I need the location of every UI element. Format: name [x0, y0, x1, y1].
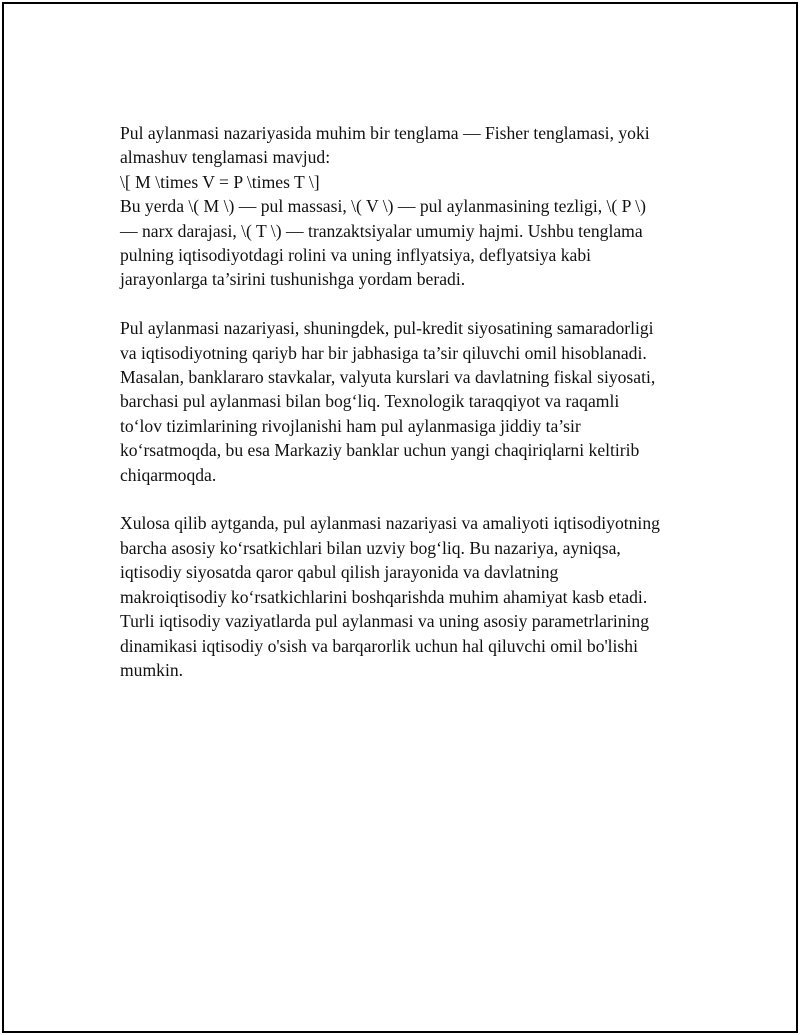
text-line: Masalan, banklararo stavkalar, valyuta kurslari va davlatning fiskal siyosati,	[120, 367, 656, 388]
text-line: ko‘rsatmoqda, bu esa Markaziy banklar uchun yangi chaqiriqlarni keltirib	[120, 440, 640, 461]
text-line: barchasi pul aylanmasi bilan bog‘liq. Texnologik taraqqiyot va raqamli	[120, 391, 620, 412]
text-line: Turli iqtisodiy vaziyatlarda pul aylanmasi va uning asosiy parametrlarining	[120, 611, 650, 632]
text-line: pulning iqtisodiyotdagi rolini va uning inflyatsiya, deflyatsiya kabi	[120, 245, 592, 266]
text-line: mumkin.	[120, 659, 184, 680]
text-line: makroiqtisodiy ko‘rsatkichlarini boshqarishda muhim ahamiyat kasb etadi.	[120, 586, 648, 607]
text-line: — narx darajasi, \( T \) — tranzaktsiyalar umumiy hajmi. Ushbu tenglama	[120, 220, 643, 241]
paragraph-conclusion	[120, 511, 690, 682]
text-line: iqtisodiy siyosatda qaror qabul qilish jarayonida va davlatning	[120, 562, 559, 583]
text-line: chiqarmoqda.	[120, 464, 217, 485]
text-line: barcha asosiy ko‘rsatkichlari bilan uzviy bog‘liq. Bu nazariya, ayniqsa,	[120, 537, 621, 558]
text-line: jarayonlarga ta’sirini tushunishga yordam beradi.	[120, 269, 466, 290]
equation-line: \[ M \times V = P \times T \]	[120, 171, 320, 192]
text-line: va iqtisodiyotning qariyb har bir jabhasiga ta’sir qiluvchi omil hisoblanadi.	[120, 342, 647, 363]
document-body	[120, 121, 690, 707]
paragraph-monetary-policy	[120, 316, 690, 487]
text-line: dinamikasi iqtisodiy o'sish va barqarorlik uchun hal qiluvchi omil bo'lishi	[120, 635, 638, 656]
text-line: Xulosa qilib aytganda, pul aylanmasi nazariyasi va amaliyoti iqtisodiyotning	[120, 513, 660, 534]
text-line: Pul aylanmasi nazariyasi, shuningdek, pul-kredit siyosatining samaradorligi	[120, 318, 654, 339]
paragraph-fisher-equation	[120, 121, 690, 292]
text-line: Bu yerda \( M \) — pul massasi, \( V \) — pul aylanmasining tezligi, \( P \)	[120, 196, 646, 217]
page-border	[2, 2, 798, 1033]
text-line: to‘lov tizimlarining rivojlanishi ham pul aylanmasiga jiddiy ta’sir	[120, 415, 581, 436]
text-line: almashuv tenglamasi mavjud:	[120, 147, 331, 168]
text-line: Pul aylanmasi nazariyasida muhim bir tenglama — Fisher tenglamasi, yoki	[120, 123, 650, 143]
